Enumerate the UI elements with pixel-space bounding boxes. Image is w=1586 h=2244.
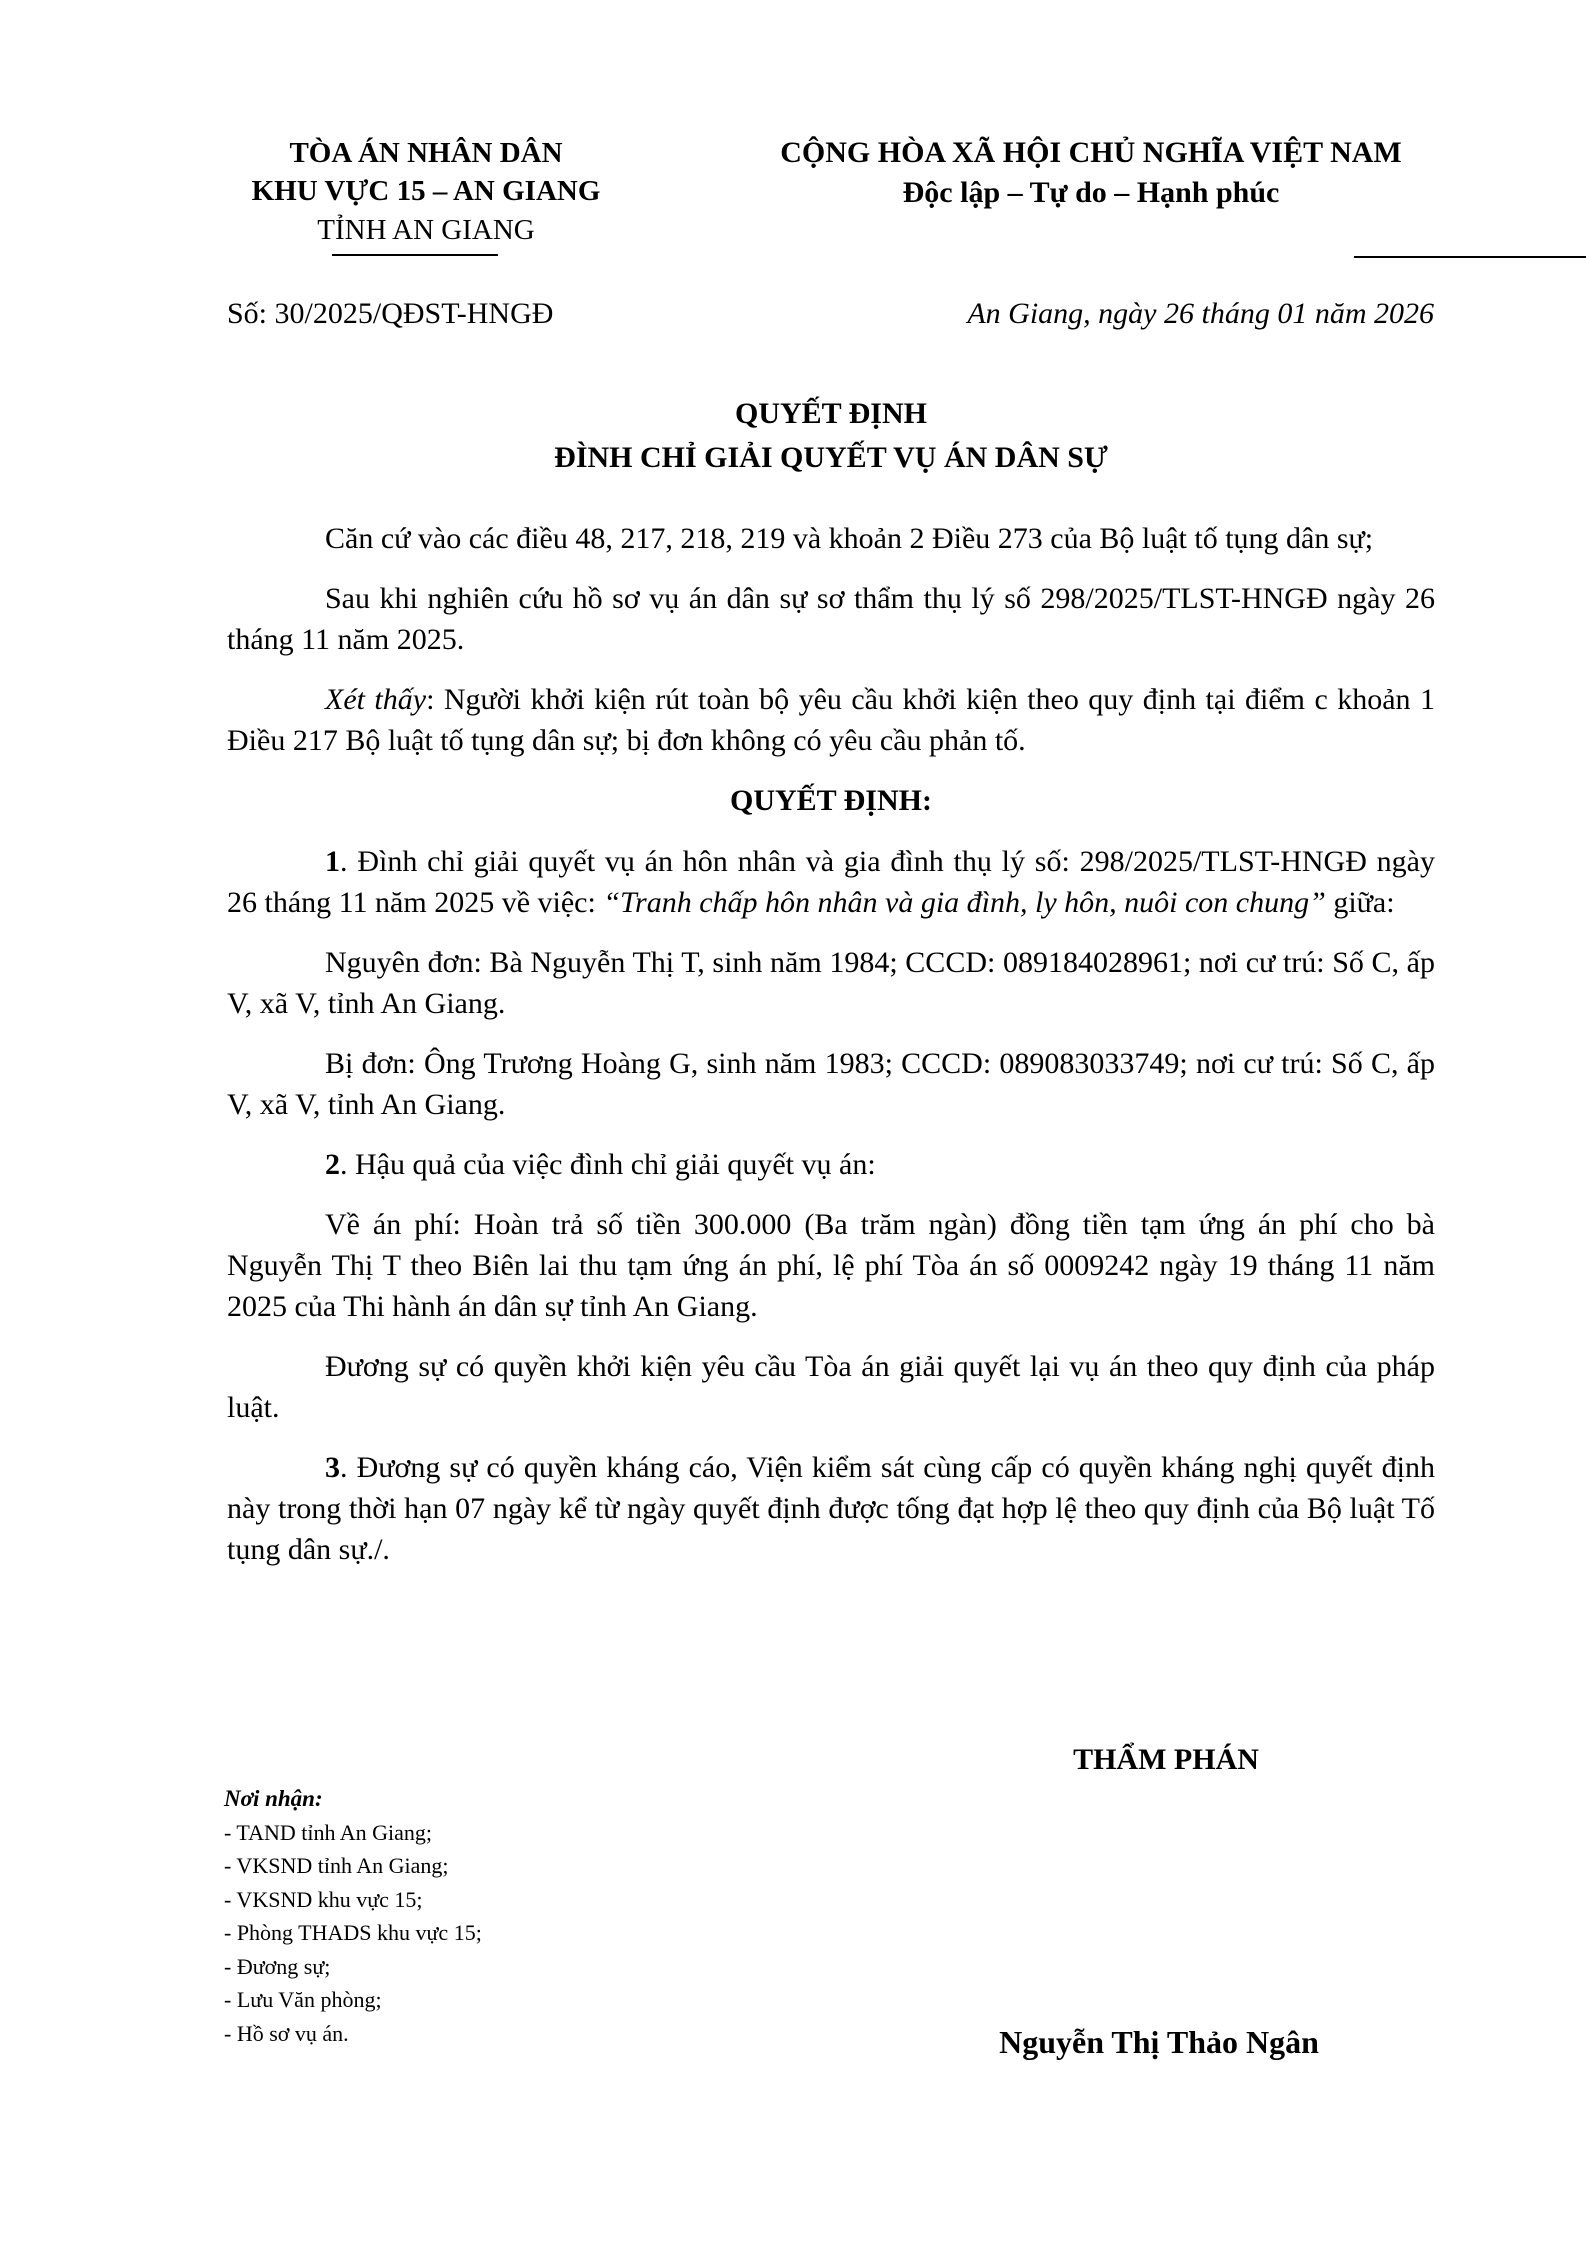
defendant: Bị đơn: Ông Trương Hoàng G, sinh năm 1983; CCCD: 089083033749; nơi cư trú: Số C, ấp V, xã V, tỉnh An Giang. — [227, 1047, 1435, 1121]
national-title-line1: CỘNG HÒA XÃ HỘI CHỦ NGHĨA VIỆT NAM — [780, 136, 1402, 169]
national-motto: Độc lập – Tự do – Hạnh phúc — [902, 176, 1280, 209]
motto-divider — [1354, 256, 1586, 258]
decision-item-3 — [227, 1447, 1435, 1570]
item-3-number: 3 — [325, 1451, 340, 1484]
item-1-number: 1 — [325, 845, 340, 878]
recipients-title: Nơi nhận: — [224, 1786, 323, 1811]
recipient-item: - Đương sự; — [224, 1953, 331, 1979]
decision-item-2 — [227, 1144, 1435, 1185]
recipient-item: - Lưu Văn phòng; — [224, 1987, 382, 2012]
recipient-item: - Hồ sơ vụ án. — [224, 2020, 349, 2046]
right-to-sue: Đương sự có quyền khởi kiện yêu cầu Tòa án giải quyết lại vụ án theo quy định của pháp luật. — [227, 1350, 1435, 1424]
legal-basis: Căn cứ vào các điều 48, 217, 218, 219 và khoản 2 Điều 273 của Bộ luật tố tụng dân sự; — [325, 522, 1374, 555]
item-1-text: . Đình chỉ giải quyết vụ án hôn nhân và gia đình thụ lý số: 298/2025/TLST-HNGĐ ngày 26 tháng 11 năm 2025 về việc: — [227, 845, 1435, 919]
court-name-line1: TÒA ÁN NHÂN DÂN — [289, 137, 563, 169]
title-line2: ĐÌNH CHỈ GIẢI QUYẾT VỤ ÁN DÂN SỰ — [554, 441, 1108, 474]
recipient-item: - VKSND tỉnh An Giang; — [224, 1853, 449, 1878]
court-province: TỈNH AN GIANG — [317, 214, 535, 246]
title-line1: QUYẾT ĐỊNH — [735, 397, 927, 430]
plaintiff: Nguyên đơn: Bà Nguyễn Thị T, sinh năm 1984; CCCD: 089184028961; nơi cư trú: Số C, ấp V, xã V, tỉnh An Giang. — [227, 946, 1435, 1020]
recipient-item: - VKSND khu vực 15; — [224, 1886, 423, 1912]
item-2-number: 2 — [325, 1148, 340, 1181]
court-name-line2: KHU VỰC 15 – AN GIANG — [251, 175, 601, 207]
item-1-tail: giữa: — [1325, 886, 1395, 919]
decision-item-1 — [227, 841, 1435, 923]
place-date: An Giang, ngày 26 tháng 01 năm 2026 — [967, 297, 1434, 330]
court-fee: Về án phí: Hoàn trả số tiền 300.000 (Ba trăm ngàn) đồng tiền tạm ứng án phí cho bà Nguyễn Thị T theo Biên lai thu tạm ứng án phí, lệ phí Tòa án số 0009242 ngày 19 tháng 11 năm 2025 của Thi hành án dân sự tỉnh An Giang. — [227, 1208, 1435, 1323]
document-body — [227, 518, 1435, 1589]
court-name — [226, 134, 626, 210]
document-title — [227, 392, 1435, 480]
signer-role: THẨM PHÁN — [1073, 1743, 1259, 1776]
item-2-text: . Hậu quả của việc đình chỉ giải quyết vụ án: — [340, 1148, 876, 1181]
case-subject: “Tranh chấp hôn nhân và gia đình, ly hôn, nuôi con chung” — [603, 886, 1326, 919]
recipient-item: - Phòng THADS khu vực 15; — [224, 1920, 482, 1945]
findings-text: : Người khởi kiện rút toàn bộ yêu cầu khởi kiện theo quy định tại điểm c khoản 1 Điều 217 Bộ luật tố tụng dân sự; bị đơn không có yêu cầu phản tố. — [227, 683, 1435, 757]
court-divider — [332, 254, 498, 256]
signer-name: Nguyễn Thị Thảo Ngân — [999, 2024, 1319, 2060]
findings-label: Xét thấy — [325, 683, 427, 716]
findings — [227, 679, 1435, 761]
item-3-text: . Đương sự có quyền kháng cáo, Viện kiểm sát cùng cấp có quyền kháng nghị quyết định này trong thời hạn 07 ngày kể từ ngày quyết định được tống đạt hợp lệ theo quy định của Bộ luật Tố tụng dân sự./. — [227, 1451, 1435, 1566]
recipients-list — [224, 1782, 482, 2050]
case-review: Sau khi nghiên cứu hồ sơ vụ án dân sự sơ thẩm thụ lý số 298/2025/TLST-HNGĐ ngày 26 tháng 11 năm 2025. — [227, 582, 1435, 656]
decision-heading: QUYẾT ĐỊNH: — [730, 784, 932, 817]
national-title — [706, 133, 1476, 213]
recipient-item: - TAND tỉnh An Giang; — [224, 1819, 433, 1845]
document-number: Số: 30/2025/QĐST-HNGĐ — [227, 297, 554, 330]
